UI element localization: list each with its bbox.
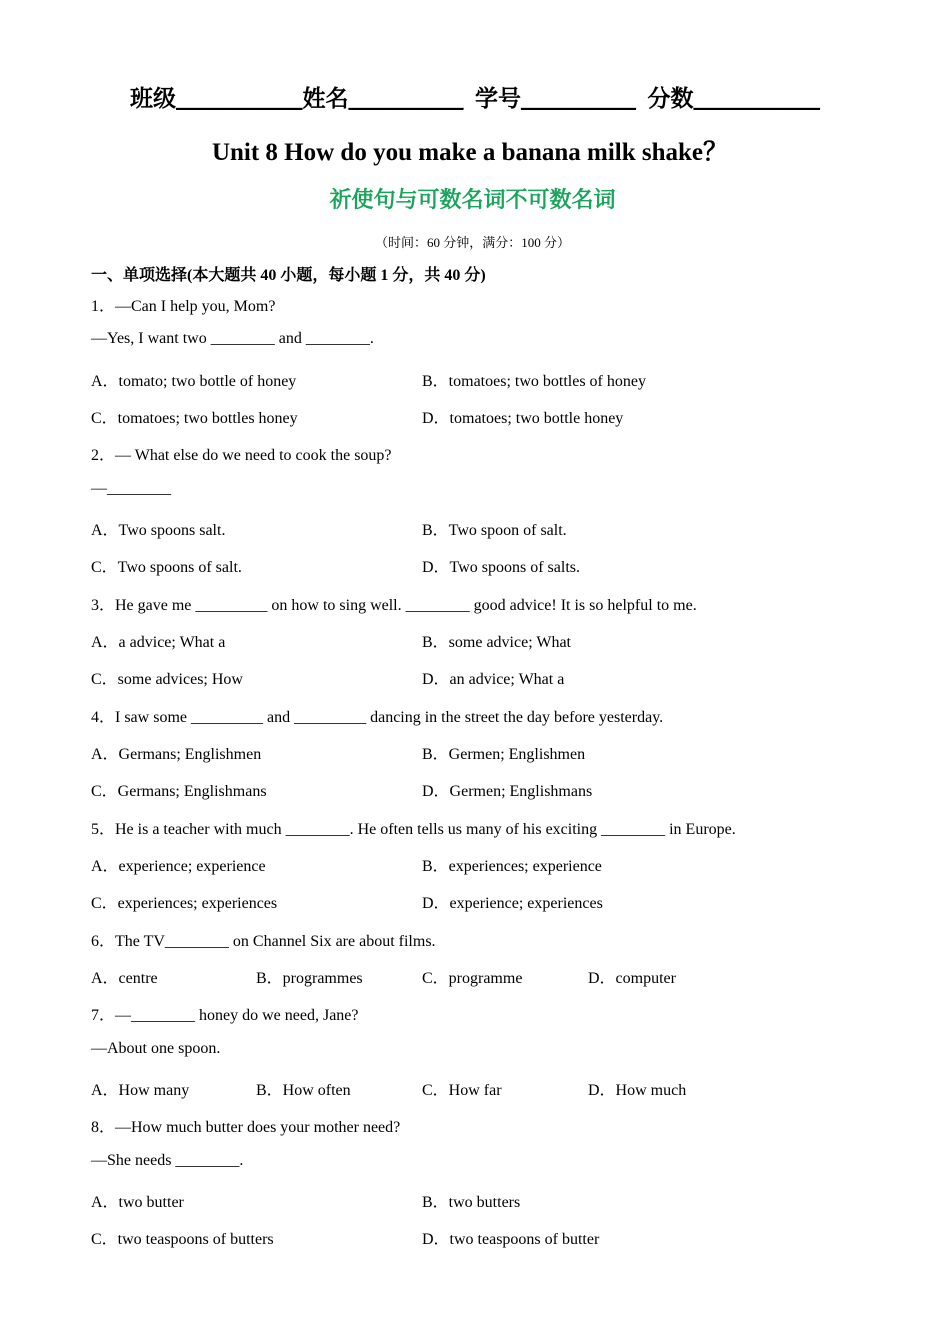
question-7-option-d: D．How much	[588, 1082, 687, 1099]
question-5-option-d: D．experience; experiences	[422, 895, 603, 912]
question-7-line2: —About one spoon.	[91, 1040, 221, 1057]
id-label: 学号	[475, 86, 521, 111]
class-label: 班级	[130, 86, 176, 111]
question-7-stem: 7．—________ honey do we need, Jane?	[91, 1007, 359, 1024]
question-5-option-a: A．experience; experience	[91, 858, 266, 875]
question-7-option-b: B．How often	[256, 1082, 351, 1099]
page-title: Unit 8 How do you make a banana milk shake？	[211, 139, 729, 166]
question-4-option-d: D．Germen; Englishmans	[422, 783, 593, 800]
section-heading: 一、单项选择(本大题共 40 小题，每小题 1 分，共 40 分)	[91, 267, 486, 284]
question-3-stem: 3．He gave me _________ on how to sing well. ________ good advice! It is so helpful to me.	[91, 597, 697, 614]
question-2-option-d: D．Two spoons of salts.	[422, 559, 580, 576]
question-7-option-c: C．How far	[422, 1082, 502, 1099]
question-3-option-b: B．some advice; What	[422, 634, 572, 651]
question-5-option-c: C．experiences; experiences	[91, 895, 278, 912]
question-8-stem: 8．—How much butter does your mother need?	[91, 1119, 401, 1136]
question-1-option-d: D．tomatoes; two bottle honey	[422, 410, 624, 427]
question-4-option-b: B．Germen; Englishmen	[422, 746, 586, 763]
question-8-option-c: C．two teaspoons of butters	[91, 1231, 274, 1248]
student-info-header	[0, 80, 950, 113]
page-subtitle: 祈使句与可数名词不可数名词	[329, 187, 616, 212]
question-2-option-a: A．Two spoons salt.	[91, 522, 226, 539]
question-2-option-c: C．Two spoons of salt.	[91, 559, 242, 576]
question-4-option-a: A．Germans; Englishmen	[91, 746, 262, 763]
question-3-option-a: A．a advice; What a	[91, 634, 226, 651]
question-2-line2: —________	[91, 480, 171, 497]
exam-meta: （时间：60 分钟，满分：100 分）	[374, 235, 570, 250]
question-3-option-c: C．some advices; How	[91, 671, 243, 688]
question-2-option-b: B．Two spoon of salt.	[422, 522, 567, 539]
question-1-option-a: A．tomato; two bottle of honey	[91, 373, 297, 390]
question-3-option-d: D．an advice; What a	[422, 671, 565, 688]
question-5-option-b: B．experiences; experience	[422, 858, 602, 875]
question-1-option-b: B．tomatoes; two bottles of honey	[422, 373, 646, 390]
question-7-option-a: A．How many	[91, 1082, 190, 1099]
question-4-option-c: C．Germans; Englishmans	[91, 783, 267, 800]
question-1-stem: 1．—Can I help you, Mom?	[91, 298, 276, 315]
class-blank: ___________	[176, 86, 303, 111]
question-8-option-b: B．two butters	[422, 1194, 521, 1211]
question-6-option-d: D．computer	[588, 970, 676, 987]
question-8-line2: —She needs ________.	[91, 1152, 244, 1169]
question-4-stem: 4．I saw some _________ and _________ dancing in the street the day before yesterday.	[91, 709, 664, 726]
question-2-stem: 2．— What else do we need to cook the soup?	[91, 447, 392, 464]
score-blank: ___________	[693, 86, 820, 111]
question-6-option-c: C．programme	[422, 970, 523, 987]
question-1-line2: —Yes, I want two ________ and ________.	[91, 330, 374, 347]
question-8-option-a: A．two butter	[91, 1194, 184, 1211]
question-8-option-d: D．two teaspoons of butter	[422, 1231, 600, 1248]
question-6-option-b: B．programmes	[256, 970, 363, 987]
question-6-stem: 6．The TV________ on Channel Six are about films.	[91, 933, 436, 950]
question-6-option-a: A．centre	[91, 970, 158, 987]
name-blank: __________	[348, 86, 464, 111]
name-label: 姓名	[302, 86, 349, 111]
score-label: 分数	[647, 86, 694, 111]
question-1-option-c: C．tomatoes; two bottles honey	[91, 410, 298, 427]
question-5-stem: 5．He is a teacher with much ________. He often tells us many of his exciting ________ in Europe.	[91, 821, 736, 838]
id-blank: __________	[521, 86, 636, 111]
